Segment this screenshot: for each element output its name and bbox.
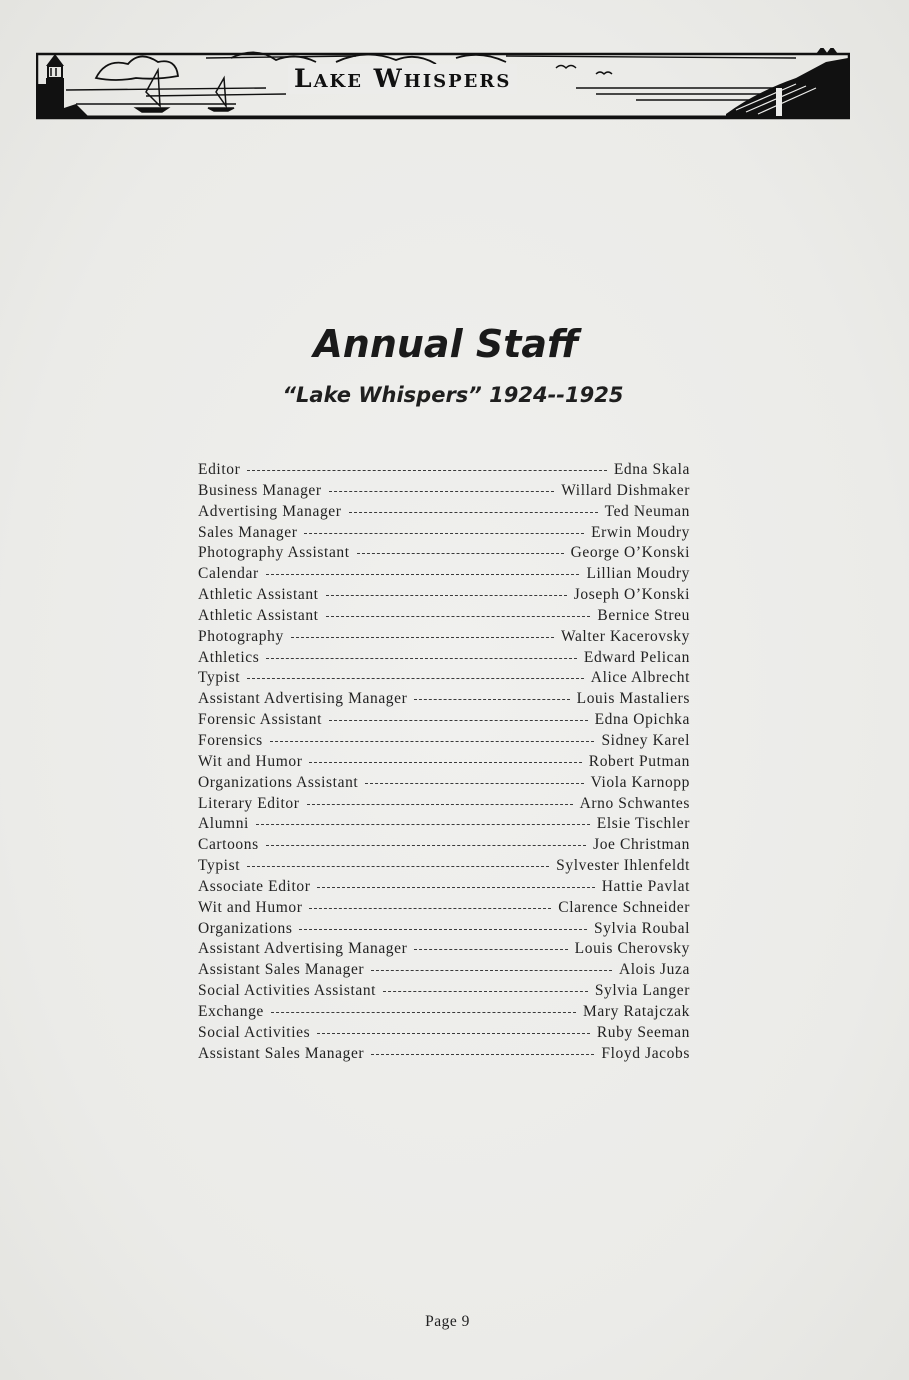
- dot-leader: [266, 574, 580, 575]
- staff-row: [198, 669, 690, 690]
- dot-leader: [383, 991, 588, 992]
- staff-name: Mary Ratajczak: [583, 1002, 690, 1020]
- staff-row: [198, 649, 690, 670]
- staff-role: Wit and Humor: [198, 752, 303, 770]
- staff-row: [198, 461, 690, 482]
- staff-role: Assistant Advertising Manager: [198, 690, 408, 708]
- staff-row: [198, 586, 690, 607]
- staff-name: Clarence Schneider: [558, 898, 690, 916]
- dot-leader: [414, 699, 569, 700]
- dot-leader: [247, 470, 606, 471]
- staff-row: [198, 1045, 690, 1066]
- seagulls-icon: [556, 66, 612, 75]
- staff-role: Forensic Assistant: [198, 711, 323, 729]
- staff-row: [198, 482, 690, 503]
- staff-role: Exchange: [198, 1002, 264, 1020]
- dot-leader: [414, 949, 567, 950]
- dot-leader: [309, 762, 581, 763]
- staff-name: Bernice Streu: [597, 606, 690, 624]
- staff-name: Joe Christman: [593, 836, 690, 854]
- staff-role: Social Activities Assistant: [198, 982, 377, 1000]
- dot-leader: [247, 678, 584, 679]
- dot-leader: [365, 783, 583, 784]
- staff-role: Editor: [198, 461, 241, 478]
- dot-leader: [266, 658, 577, 659]
- dot-leader: [317, 1033, 590, 1034]
- staff-role: Assistant Sales Manager: [198, 1044, 365, 1062]
- dot-leader: [256, 824, 590, 825]
- dot-leader: [270, 741, 595, 742]
- dot-leader: [247, 866, 549, 867]
- staff-name: Arno Schwantes: [579, 794, 690, 812]
- staff-name: Joseph O’Konski: [573, 586, 690, 604]
- staff-name: Robert Putman: [588, 752, 690, 770]
- staff-name: Alice Albrecht: [590, 669, 690, 687]
- staff-role: Associate Editor: [198, 877, 311, 895]
- page-title: Annual Staff: [313, 322, 579, 366]
- staff-name: Viola Karnopp: [590, 773, 690, 791]
- staff-row: [198, 565, 690, 586]
- staff-name: George O’Konski: [570, 544, 690, 562]
- staff-role: Alumni: [198, 815, 249, 833]
- dot-leader: [271, 1012, 576, 1013]
- staff-name: Ted Neuman: [604, 502, 690, 520]
- staff-role: Athletics: [198, 648, 260, 666]
- staff-role: Cartoons: [198, 836, 259, 854]
- staff-name: Ruby Seeman: [596, 1023, 690, 1041]
- dot-leader: [329, 720, 588, 721]
- staff-row: [198, 732, 690, 753]
- staff-row: [198, 711, 690, 732]
- staff-row: [198, 628, 690, 649]
- staff-role: Typist: [198, 857, 241, 875]
- staff-role: Assistant Advertising Manager: [198, 940, 408, 958]
- staff-name: Erwin Moudry: [591, 523, 690, 541]
- staff-name: Lillian Moudry: [586, 565, 690, 583]
- dot-leader: [309, 908, 551, 909]
- staff-role: Forensics: [198, 731, 263, 749]
- staff-row: [198, 836, 690, 857]
- staff-list: [198, 461, 690, 1065]
- staff-name: Louis Cherovsky: [574, 940, 690, 958]
- sailboat-icon: [136, 70, 234, 112]
- staff-row: [198, 753, 690, 774]
- staff-name: Sylvia Roubal: [593, 919, 690, 937]
- staff-name: Edna Skala: [613, 461, 690, 478]
- banner-title: Lake Whispers: [288, 64, 517, 94]
- staff-row: [198, 920, 690, 941]
- staff-name: Louis Mastaliers: [576, 690, 690, 708]
- staff-row: [198, 503, 690, 524]
- dot-leader: [317, 887, 594, 888]
- dot-leader: [266, 845, 586, 846]
- dot-leader: [291, 637, 554, 638]
- staff-role: Business Manager: [198, 481, 322, 499]
- staff-row: [198, 878, 690, 899]
- dot-leader: [304, 533, 584, 534]
- dot-leader: [357, 553, 564, 554]
- staff-name: Edward Pelican: [583, 648, 690, 666]
- staff-role: Athletic Assistant: [198, 606, 319, 624]
- lighthouse-icon: [38, 54, 88, 116]
- staff-role: Photography Assistant: [198, 544, 350, 562]
- staff-name: Sidney Karel: [601, 731, 690, 749]
- staff-row: [198, 690, 690, 711]
- staff-row: [198, 607, 690, 628]
- staff-row: [198, 1024, 690, 1045]
- staff-role: Wit and Humor: [198, 898, 303, 916]
- staff-name: Hattie Pavlat: [601, 877, 690, 895]
- dot-leader: [326, 616, 591, 617]
- staff-name: Floyd Jacobs: [601, 1044, 690, 1062]
- staff-role: Photography: [198, 627, 284, 645]
- staff-name: Alois Juza: [618, 961, 690, 979]
- dot-leader: [326, 595, 567, 596]
- page-number: Page 9: [425, 1313, 470, 1330]
- staff-role: Typist: [198, 669, 241, 687]
- staff-row: [198, 815, 690, 836]
- dot-leader: [371, 1054, 594, 1055]
- staff-name: Sylvia Langer: [594, 982, 690, 1000]
- staff-row: [198, 795, 690, 816]
- staff-role: Organizations Assistant: [198, 773, 359, 791]
- staff-row: [198, 940, 690, 961]
- staff-row: [198, 544, 690, 565]
- staff-row: [198, 524, 690, 545]
- staff-role: Sales Manager: [198, 523, 298, 541]
- staff-role: Athletic Assistant: [198, 586, 319, 604]
- staff-name: Walter Kacerovsky: [560, 627, 690, 645]
- dot-leader: [349, 512, 598, 513]
- staff-row: [198, 899, 690, 920]
- staff-role: Organizations: [198, 919, 293, 937]
- lake-whispers-banner: [36, 48, 850, 120]
- dot-leader: [371, 970, 612, 971]
- staff-role: Advertising Manager: [198, 502, 342, 520]
- page-subtitle: “Lake Whispers” 1924--1925: [282, 383, 624, 407]
- staff-role: Social Activities: [198, 1023, 311, 1041]
- staff-row: [198, 857, 690, 878]
- dot-leader: [307, 804, 573, 805]
- staff-row: [198, 961, 690, 982]
- staff-row: [198, 1003, 690, 1024]
- staff-name: Edna Opichka: [594, 711, 690, 729]
- dot-leader: [329, 491, 555, 492]
- staff-role: Assistant Sales Manager: [198, 961, 365, 979]
- staff-name: Sylvester Ihlenfeldt: [556, 857, 690, 875]
- staff-role: Calendar: [198, 565, 259, 583]
- staff-role: Literary Editor: [198, 794, 300, 812]
- staff-row: [198, 774, 690, 795]
- staff-name: Willard Dishmaker: [561, 481, 690, 499]
- dot-leader: [299, 929, 586, 930]
- staff-row: [198, 982, 690, 1003]
- staff-name: Elsie Tischler: [596, 815, 690, 833]
